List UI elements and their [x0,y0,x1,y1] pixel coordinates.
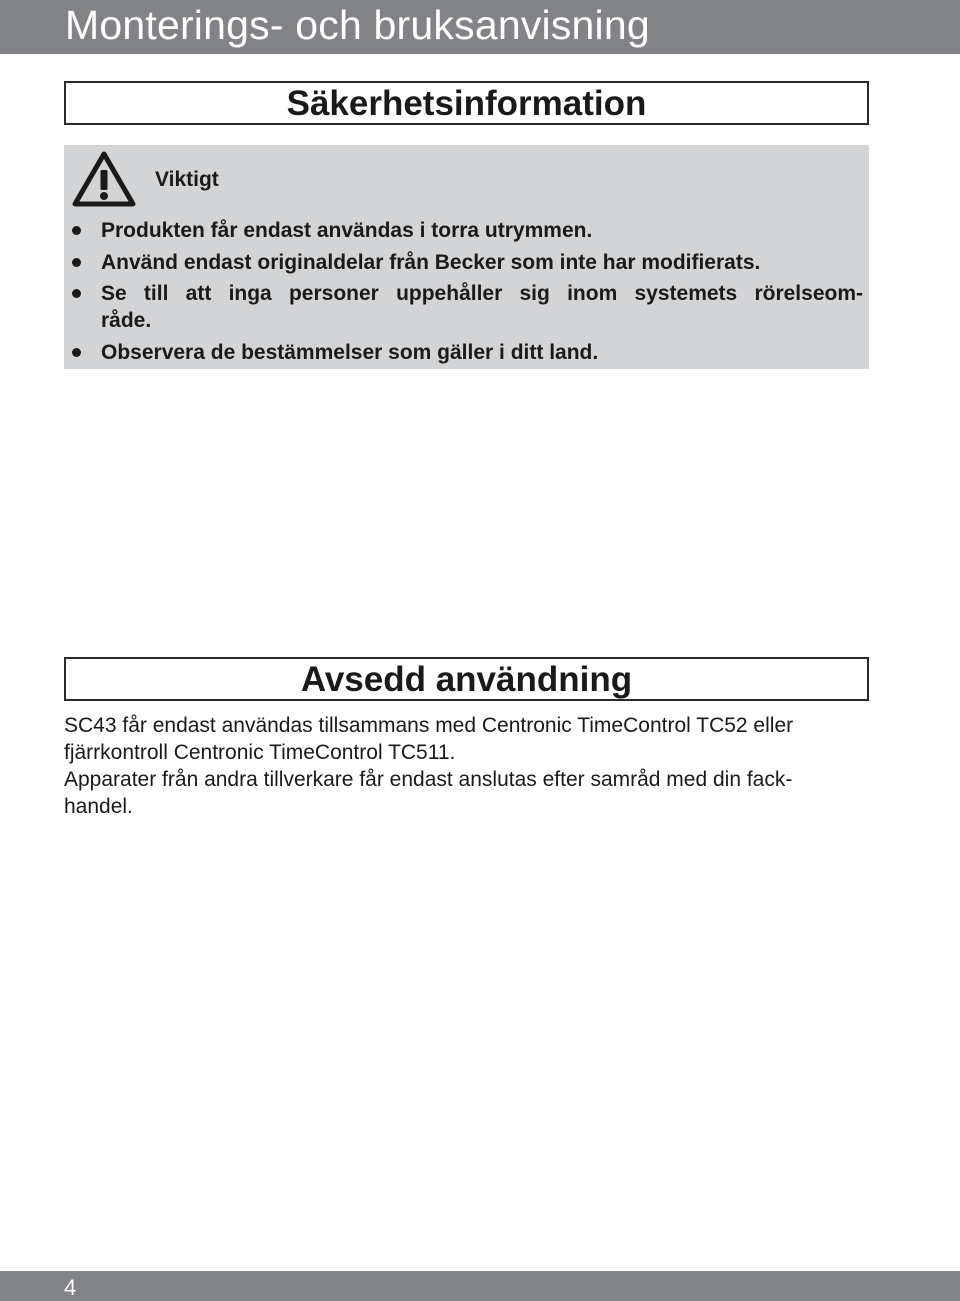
warning-label: Viktigt [155,168,219,191]
safety-heading: Säkerhetsinformation [286,84,647,123]
paragraph-line: SC43 får endast användas tillsammans med Centronic TimeControl TC52 eller [64,714,794,737]
usage-heading-box [64,657,869,701]
list-item-text: Använd endast originaldelar från Becker som inte har modifierats. [101,250,761,274]
list-item-text: Produkten får endast användas i torra utrymmen. [101,219,593,242]
list-item [64,339,869,366]
list-item [64,217,869,244]
list-item-text: Observera de bestämmelser som gäller i ditt land. [101,340,599,364]
usage-heading: Avsedd användning [300,660,633,699]
footer-bar [0,1271,960,1301]
bullet-icon [72,258,81,267]
warning-triangle-icon [72,151,136,207]
warning-list [64,217,869,370]
paragraph-line: Apparater från andra tillverkare får endast anslutas efter samråd med din fack- [64,768,793,791]
usage-body [64,712,870,820]
list-item [64,249,869,276]
bullet-icon [72,289,81,298]
page-number: 4 [64,1275,77,1300]
page-header-title: Monterings- och bruksanvisning [65,2,650,48]
warning-panel [64,145,869,369]
bullet-icon [72,348,81,357]
paragraph-line: handel. [64,795,133,818]
bullet-icon [72,226,81,235]
safety-heading-box [64,81,869,125]
list-item-text-continued: råde. [101,309,152,332]
list-item [64,280,869,334]
list-item-text: Se till att inga personer uppehåller sig inom systemets rörelseom- [101,282,863,305]
paragraph-line: fjärrkontroll Centronic TimeControl TC511. [64,741,456,764]
